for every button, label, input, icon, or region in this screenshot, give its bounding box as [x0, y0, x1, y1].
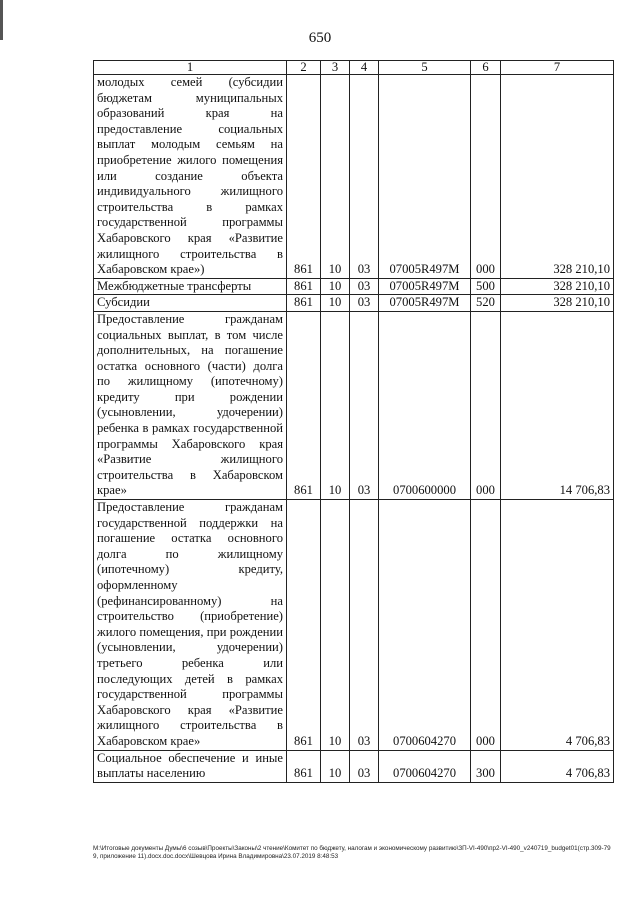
row-code-3: 10: [321, 295, 350, 312]
table-row: [94, 750, 614, 782]
row-code-6: 000: [471, 311, 501, 499]
table-header-row: [94, 61, 614, 75]
header-col-7: 7: [501, 61, 614, 75]
table-row: [94, 311, 614, 499]
row-code-3: 10: [321, 750, 350, 782]
row-code-2: 861: [287, 311, 321, 499]
row-code-2: 861: [287, 750, 321, 782]
row-code-3: 10: [321, 500, 350, 751]
row-code-5: 07005R497M: [379, 75, 471, 279]
row-code-4: 03: [350, 750, 379, 782]
row-code-5: 07005R497M: [379, 278, 471, 295]
row-code-3: 10: [321, 278, 350, 295]
row-code-6: 000: [471, 75, 501, 279]
row-code-6: 300: [471, 750, 501, 782]
header-col-5: 5: [379, 61, 471, 75]
row-code-5: 07005R497M: [379, 295, 471, 312]
row-code-5: 0700604270: [379, 750, 471, 782]
row-code-6: 000: [471, 500, 501, 751]
header-col-6: 6: [471, 61, 501, 75]
row-name: Субсидии: [94, 295, 287, 312]
table-row: [94, 278, 614, 295]
header-col-2: 2: [287, 61, 321, 75]
header-col-1: 1: [94, 61, 287, 75]
row-name: Предоставление гражданам государственной поддержки на погашение остатка основного долга по жилищному (ипотечному) кредиту, оформленному (рефинансированному) на строительство (приобретение) жилого помещения, при рождении (усыновлении, удочерении) третьего ребенка или последующих детей в рамках государственной программы Хабаровского края «Развитие жилищного строительства в Хабаровском крае»: [94, 500, 287, 751]
row-code-2: 861: [287, 295, 321, 312]
row-code-4: 03: [350, 311, 379, 499]
row-code-2: 861: [287, 278, 321, 295]
row-code-5: 0700600000: [379, 311, 471, 499]
row-amount: 4 706,83: [501, 750, 614, 782]
budget-table: [93, 60, 614, 783]
header-col-3: 3: [321, 61, 350, 75]
row-amount: 328 210,10: [501, 278, 614, 295]
row-code-6: 520: [471, 295, 501, 312]
row-code-4: 03: [350, 75, 379, 279]
row-code-4: 03: [350, 500, 379, 751]
table-row: [94, 500, 614, 751]
row-code-6: 500: [471, 278, 501, 295]
row-amount: 328 210,10: [501, 75, 614, 279]
row-code-4: 03: [350, 278, 379, 295]
row-name: Межбюджетные трансферты: [94, 278, 287, 295]
row-code-5: 0700604270: [379, 500, 471, 751]
row-name: Предоставление гражданам социальных выплат, в том числе дополнительных, на погашение остатка основного (части) долга по жилищному (ипотечному) кредиту при рождении (усыновлении, удочерении) ребенка в рамках государственной программы Хабаровского края «Развитие жилищного строительства в Хабаровском крае»: [94, 311, 287, 499]
row-code-3: 10: [321, 75, 350, 279]
row-amount: 328 210,10: [501, 295, 614, 312]
document-path-footer: M:\Итоговые документы Думы\6 созыв\Проекты\Законы\2 чтение\Комитет по бюджету, налогам и экономическому развитию\ЗП-VI-490\пр2-VI-490_v240719_budget01(стр.309-799, приложение 11).docx.doc.docx\Шевцова Ирина Владимировна\23.07.2019 8:48:53: [93, 845, 611, 861]
page-number: 650: [308, 30, 332, 46]
row-amount: 14 706,83: [501, 311, 614, 499]
row-code-2: 861: [287, 500, 321, 751]
header-col-4: 4: [350, 61, 379, 75]
row-code-4: 03: [350, 295, 379, 312]
row-name: Социальное обеспечение и иные выплаты населению: [94, 750, 287, 782]
row-code-2: 861: [287, 75, 321, 279]
row-code-3: 10: [321, 311, 350, 499]
row-amount: 4 706,83: [501, 500, 614, 751]
table-row: [94, 295, 614, 312]
row-name: молодых семей (субсидии бюджетам муниципальных образований края на предоставление социальных выплат молодым семьям на приобретение жилого помещения или создание объекта индивидуального жилищного строительства в рамках государственной программы Хабаровского края «Развитие жилищного строительства в Хабаровском крае»): [94, 75, 287, 279]
table-row: [94, 75, 614, 279]
